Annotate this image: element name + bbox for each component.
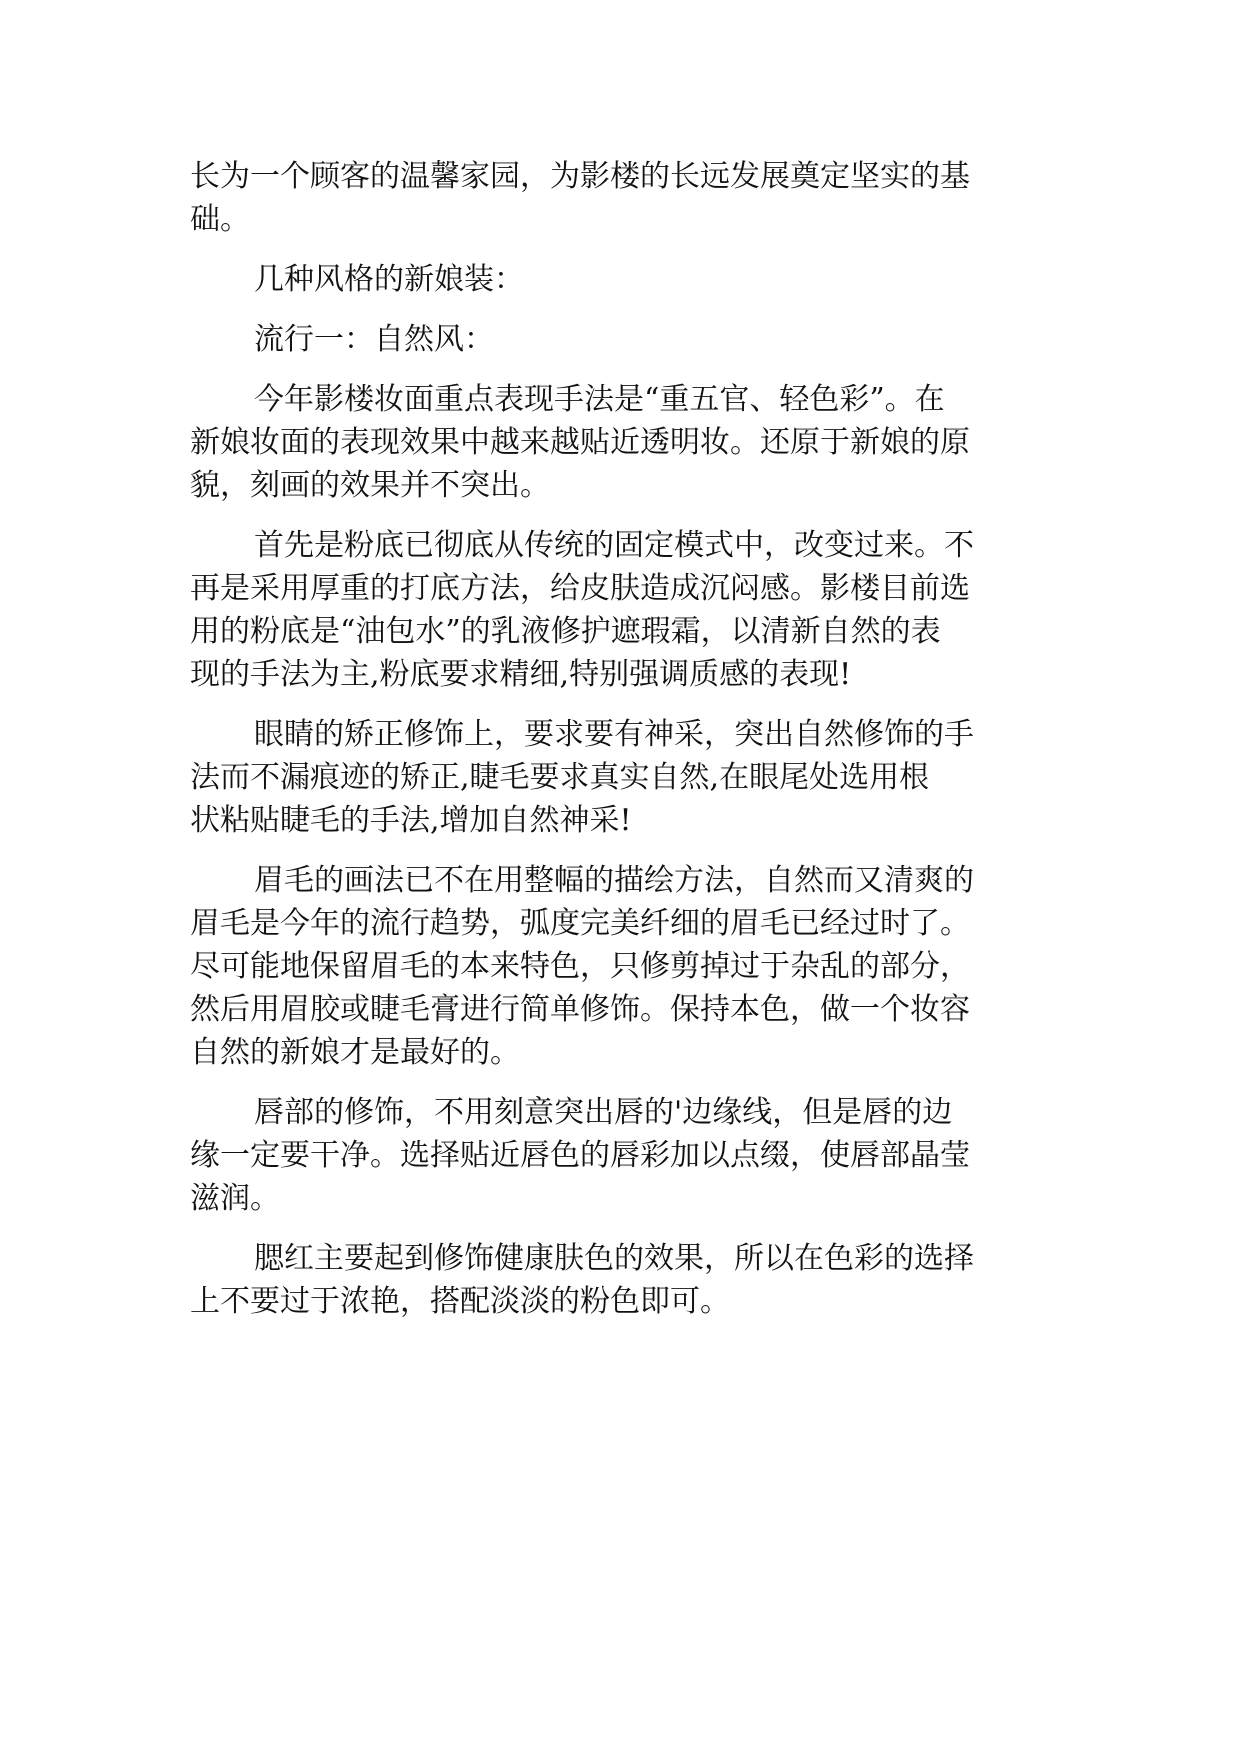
text-line: 缘一定要干净。选择贴近唇色的唇彩加以点缀，使唇部晶莹 xyxy=(190,1138,970,1173)
text-line: 自然的新娘才是最好的。 xyxy=(190,1035,520,1070)
section-heading: 几种风格的新娘装： xyxy=(254,262,524,297)
text-line: 长为一个顾客的温馨家园，为影楼的长远发展奠定坚实的基 xyxy=(190,159,970,194)
text-line: 新娘妆面的表现效果中越来越贴近透明妆。还原于新娘的原 xyxy=(190,425,970,460)
text-line: 首先是粉底已彻底从传统的固定模式中，改变过来。不 xyxy=(254,528,974,563)
text-line: 尽可能地保留眉毛的本来特色，只修剪掉过于杂乱的部分， xyxy=(190,949,970,984)
text-line: 法而不漏痕迹的矫正,睫毛要求真实自然,在眼尾处选用根 xyxy=(190,760,930,795)
text-line: 今年影楼妆面重点表现手法是“重五官、轻色彩”。在 xyxy=(254,382,945,417)
text-line: 貌，刻画的效果并不突出。 xyxy=(190,468,550,503)
text-line: 眉毛的画法已不在用整幅的描绘方法，自然而又清爽的 xyxy=(254,863,974,898)
text-line: 唇部的修饰，不用刻意突出唇的'边缘线，但是唇的边 xyxy=(254,1095,953,1130)
text-line: 滋润。 xyxy=(190,1181,280,1216)
text-line: 现的手法为主,粉底要求精细,特别强调质感的表现! xyxy=(190,657,852,692)
text-line: 状粘贴睫毛的手法,增加自然神采! xyxy=(190,803,632,838)
section-heading: 流行一：自然风： xyxy=(254,322,494,357)
text-line: 眼睛的矫正修饰上，要求要有神采，突出自然修饰的手 xyxy=(254,717,974,752)
text-line: 用的粉底是“油包水”的乳液修护遮瑕霜，以清新自然的表 xyxy=(190,614,941,649)
text-line: 然后用眉胶或睫毛膏进行简单修饰。保持本色，做一个妆容 xyxy=(190,992,970,1027)
text-line: 础。 xyxy=(190,202,250,237)
text-line: 腮红主要起到修饰健康肤色的效果，所以在色彩的选择 xyxy=(254,1241,974,1276)
text-line: 再是采用厚重的打底方法，给皮肤造成沉闷感。影楼目前选 xyxy=(190,571,970,606)
text-line: 上不要过于浓艳，搭配淡淡的粉色即可。 xyxy=(190,1284,730,1319)
text-line: 眉毛是今年的流行趋势，弧度完美纤细的眉毛已经过时了。 xyxy=(190,906,970,941)
